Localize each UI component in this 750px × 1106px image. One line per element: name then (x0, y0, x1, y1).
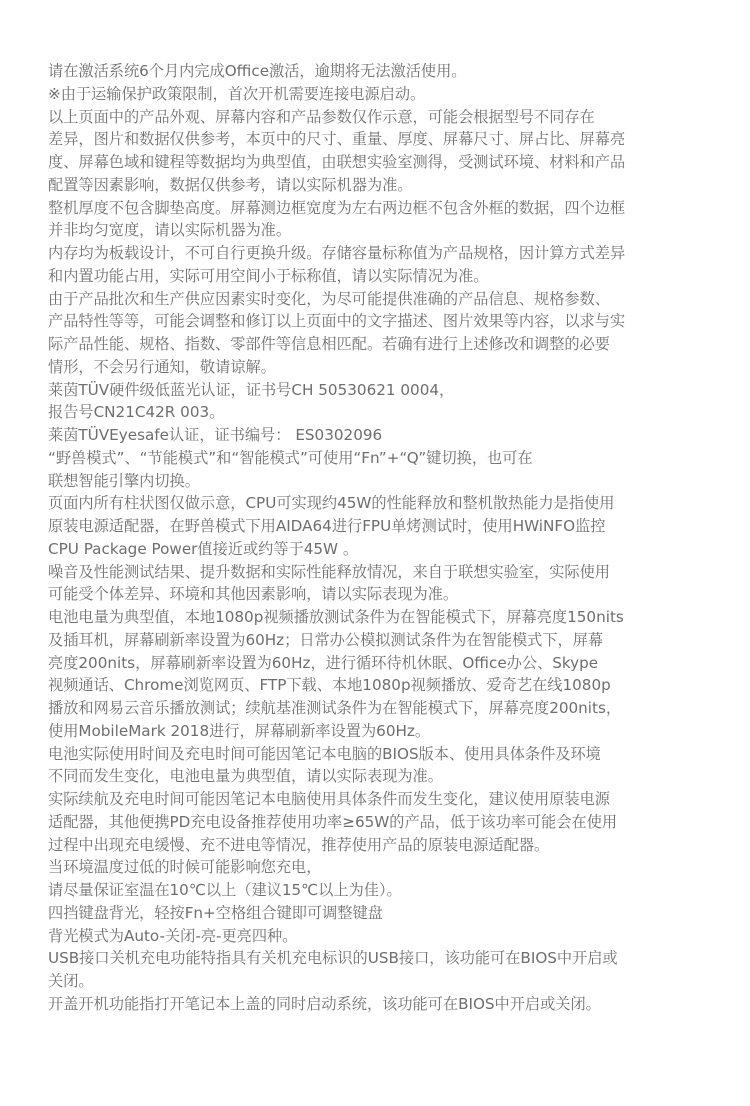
text-line: 播放和网易云音乐播放测试；续航基准测试条件为在智能模式下，屏幕亮度200nits， (48, 699, 622, 717)
text-line: 可能受个体差异、环境和其他因素影响，请以实际表现为准。 (48, 585, 459, 604)
text-line: 四挡键盘背光，轻按Fn+空格组合键即可调整键盘 (48, 903, 383, 922)
text-line: 莱茵TÜVEyesafe认证，证书编号： ES0302096 (48, 426, 383, 444)
text-line: 差异，图片和数据仅供参考，本页中的尺寸、重量、厚度、屏幕尺寸、屏占比、屏幕亮 (48, 130, 626, 149)
text-line: 开盖开机功能指打开笔记本上盖的同时启动系统，该功能可在BIOS中开启或关闭。 (48, 994, 601, 1013)
text-line: 电池实际使用时间及充电时间可能因笔记本电脑的BIOS版本、使用具体条件及环境 (48, 744, 601, 763)
disclaimer-text-block (48, 60, 718, 1016)
text-line: 关闭。 (48, 972, 94, 990)
text-line: 内存均为板载设计，不可自行更换升级。存储容量标称值为产品规格，因计算方式差异 (48, 244, 626, 262)
text-line: 度、屏幕色域和键程等数据均为典型值，由联想实验室测得，受测试环境、材料和产品 (48, 153, 626, 171)
text-line: 以上页面中的产品外观、屏幕内容和产品参数仅作示意，可能会根据型号不同存在 (48, 107, 595, 126)
text-line: 联想智能引擎内切换。 (48, 471, 200, 490)
text-line: 产品特性等等，可能会调整和修订以上页面中的文字描述、图片效果等内容，以求与实 (48, 312, 626, 331)
text-line: 当环境温度过低的时候可能影响您充电， (48, 858, 322, 877)
text-line: 及插耳机，屏幕刷新率设置为60Hz；日常办公模拟测试条件为在智能模式下，屏幕 (48, 630, 604, 649)
text-line: 和内置功能占用，实际可用空间小于标称值，请以实际情况为准。 (48, 266, 489, 285)
text-line: 实际续航及充电时间可能因笔记本电脑使用具体条件而发生变化，建议使用原装电源 (48, 790, 610, 808)
text-line: 由于产品批次和生产供应因素实时变化，为尽可能提供准确的产品信息、规格参数、 (48, 289, 610, 308)
text-line: 视频通话、Chrome浏览网页、FTP下载、本地1080p视频播放、爱奇艺在线1080p (48, 676, 611, 695)
text-line: 亮度200nits，屏幕刷新率设置为60Hz，进行循环待机休眠、Office办公、Skype (48, 653, 599, 672)
text-line: “野兽模式”、“节能模式”和“智能模式”可使用“Fn”+“Q”键切换，也可在 (48, 448, 533, 467)
text-line: 情形，不会另行通知，敬请谅解。 (48, 357, 276, 376)
text-line: 电池电量为典型值，本地1080p视频播放测试条件为在智能模式下，屏幕亮度150nits (48, 608, 624, 626)
text-line: 背光模式为Auto-关闭-亮-更亮四种。 (48, 926, 298, 945)
text-line: 原装电源适配器，在野兽模式下用AIDA64进行FPU单烤测试时，使用HWiNFO监控 (48, 517, 606, 535)
text-line: 使用MobileMark 2018进行，屏幕刷新率设置为60Hz。 (48, 721, 431, 740)
text-line: 并非均匀宽度，请以实际机器为准。 (48, 221, 291, 240)
text-line: 请尽量保证室温在10℃以上（建议15℃以上为佳）。 (48, 881, 402, 899)
text-line: 配置等因素影响，数据仅供参考，请以实际机器为准。 (48, 175, 413, 194)
text-line: 整机厚度不包含脚垫高度。屏幕测边框宽度为左右两边框不包含外框的数据，四个边框 (48, 198, 626, 217)
text-line: 报告号CN21C42R 003。 (48, 403, 225, 422)
text-line: ※由于运输保护政策限制，首次开机需要连接电源启动。 (48, 84, 426, 103)
text-line: USB接口关机充电功能特指具有关机充电标识的USB接口，该功能可在BIOS中开启或 (48, 949, 618, 968)
text-line: 请在激活系统6个月内完成Office激活，逾期将无法激活使用。 (48, 62, 467, 80)
text-line: 噪音及性能测试结果、提升数据和实际性能释放情况，来自于联想实验室，实际使用 (48, 562, 610, 581)
text-line: 适配器，其他便携PD充电设备推荐使用功率≥65W的产品，低于该功率可能会在使用 (48, 812, 618, 831)
text-line: 莱茵TÜV硬件级低蓝光认证，证书号CH 50530621 0004， (48, 380, 455, 399)
text-line: 际产品性能、规格、指数、零部件等信息相匹配。若确有进行上述修改和调整的必要 (48, 335, 610, 353)
text-line: 页面内所有柱状图仅做示意，CPU可实现约45W的性能释放和整机散热能力是指使用 (48, 494, 615, 513)
text-line: 过程中出现充电缓慢、充不进电等情况，推荐使用产品的原装电源适配器。 (48, 835, 550, 854)
text-line: 不同而发生变化，电池电量为典型值，请以实际表现为准。 (48, 767, 443, 786)
text-line: CPU Package Power值接近或约等于45W 。 (48, 539, 359, 558)
